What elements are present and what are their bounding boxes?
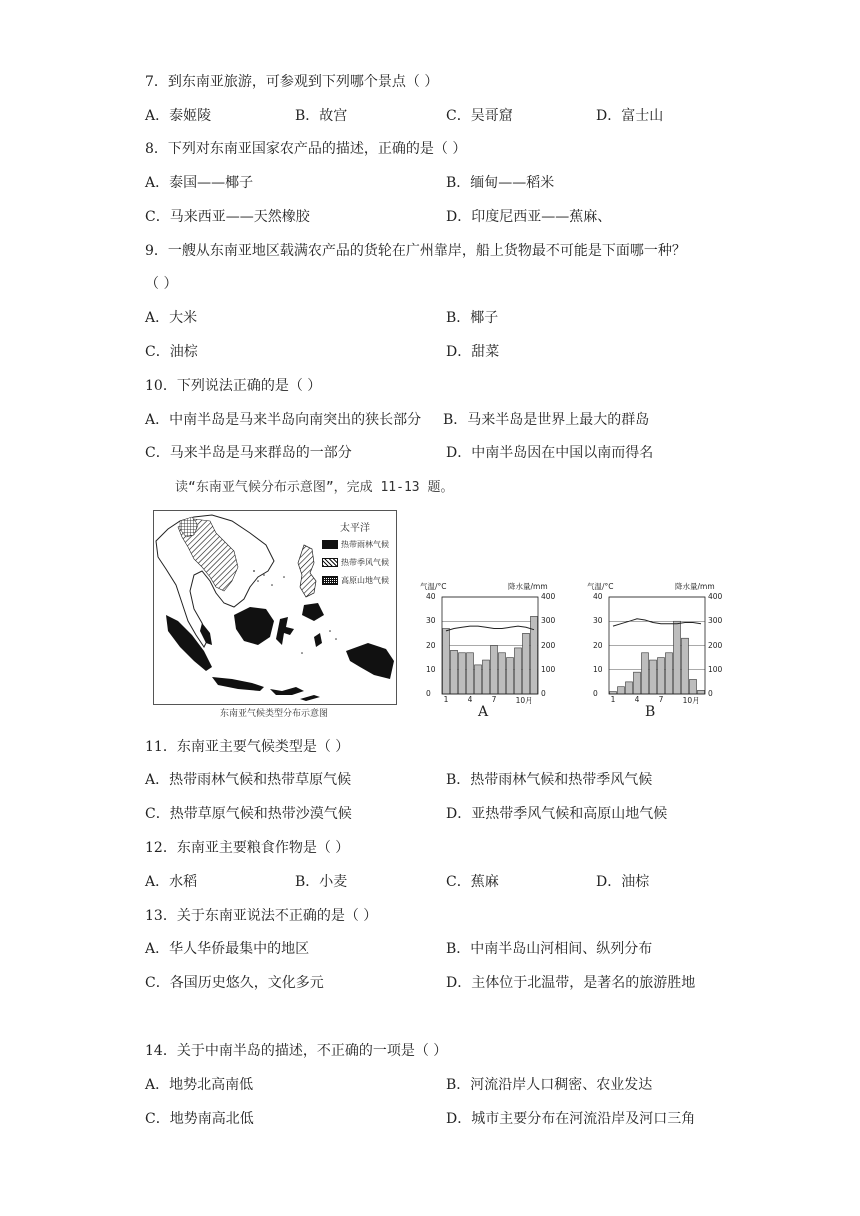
q11-option-b[interactable]: B．热带雨林气候和热带季风气候 — [446, 772, 653, 788]
q9-option-a[interactable]: A．大米 — [145, 310, 198, 326]
q13-option-a[interactable]: A．华人华侨最集中的地区 — [145, 941, 310, 957]
precip-tick-label: 0 — [541, 689, 546, 698]
q14-option-d[interactable]: D．城市主要分布在河流沿岸及河口三角 — [446, 1111, 696, 1127]
question-8-stem: 8．下列对东南亚国家农产品的描述，正确的是（ ） — [145, 141, 467, 157]
rainforest-swatch — [322, 540, 338, 549]
lesser-sunda — [270, 687, 304, 695]
sulawesi — [276, 617, 294, 645]
precip-tick-label: 100 — [541, 664, 556, 674]
precip-bar — [491, 646, 498, 695]
southeast-asia-climate-map — [153, 510, 397, 705]
question-14-stem: 14．关于中南半岛的描述，不正确的一项是（ ） — [145, 1043, 448, 1059]
map-ocean-label: 太平洋 — [340, 523, 370, 534]
month-tick-label: 7 — [491, 695, 497, 704]
q11-option-c[interactable]: C．热带草原气候和热带沙漠气候 — [145, 806, 352, 822]
q10-option-c[interactable]: C．马来半岛是马来群岛的一部分 — [145, 445, 352, 461]
climate-chart-b — [587, 579, 727, 725]
question-9-stem: 9．一艘从东南亚地区载满农产品的货轮在广州靠岸，船上货物最不可能是下面哪一种？ — [145, 243, 686, 259]
q14-option-c[interactable]: C．地势南高北低 — [145, 1111, 254, 1127]
q8-option-c[interactable]: C．马来西亚——天然橡胶 — [145, 209, 310, 225]
temp-tick-label: 30 — [593, 616, 603, 626]
temp-tick-label: 10 — [426, 664, 436, 674]
month-tick-label: 1 — [610, 695, 616, 704]
left-axis-label: 气温/°C — [420, 582, 447, 591]
q12-option-b[interactable]: B．小麦 — [295, 874, 348, 890]
chart-name: A — [478, 704, 489, 720]
temp-tick-label: 30 — [426, 616, 436, 626]
climate-figure — [150, 507, 723, 725]
monsoon-swatch — [322, 558, 338, 567]
new-guinea — [346, 643, 394, 679]
month-tick-label: 10月 — [682, 696, 700, 705]
temperature-line — [613, 619, 701, 626]
q14-option-b[interactable]: B．河流沿岸人口稠密、农业发达 — [446, 1077, 653, 1093]
temperature-line — [446, 626, 534, 631]
question-7-stem: 7．到东南亚旅游，可参观到下列哪个景点（ ） — [145, 74, 439, 90]
precip-bar — [690, 679, 697, 694]
q7-option-b[interactable]: B．故宫 — [295, 108, 348, 124]
q9-option-d[interactable]: D．甜菜 — [446, 344, 500, 360]
q8-option-a[interactable]: A．泰国——椰子 — [145, 175, 254, 191]
chart-svg — [420, 579, 560, 725]
q7-option-d[interactable]: D．富士山 — [596, 108, 664, 124]
figure-intro-text: 读“东南亚气候分布示意图”，完成 11-13 题。 — [175, 480, 454, 495]
question-12-stem: 12．东南亚主要粮食作物是（ ） — [145, 840, 350, 856]
precip-bar — [523, 633, 530, 694]
right-axis-label: 降水量/mm — [675, 582, 715, 591]
precip-bar — [451, 650, 458, 694]
question-11-stem: 11．东南亚主要气候类型是（ ） — [145, 739, 350, 755]
temp-tick-label: 40 — [426, 592, 436, 601]
philippines — [298, 545, 316, 597]
precip-bar — [507, 658, 514, 694]
precip-bar — [634, 672, 641, 694]
q9-option-b[interactable]: B．椰子 — [446, 310, 499, 326]
left-axis-label: 气温/°C — [587, 582, 614, 591]
precip-tick-label: 200 — [541, 640, 556, 650]
precip-tick-label: 400 — [708, 592, 723, 601]
precip-tick-label: 100 — [708, 664, 723, 674]
q7-option-c[interactable]: C．吴哥窟 — [446, 108, 513, 124]
precip-bar — [467, 653, 474, 694]
q9-option-c[interactable]: C．油棕 — [145, 344, 198, 360]
q13-option-d[interactable]: D．主体位于北温带，是著名的旅游胜地 — [446, 975, 696, 991]
precip-bar — [642, 653, 649, 694]
question-13-stem: 13．关于东南亚说法不正确的是（ ） — [145, 908, 378, 924]
temp-tick-label: 20 — [593, 640, 603, 650]
question-9-stem-cont: （ ） — [145, 276, 178, 292]
temp-tick-label: 10 — [593, 664, 603, 674]
precip-bar — [698, 690, 705, 694]
precip-bar — [658, 658, 665, 694]
precip-tick-label: 400 — [541, 592, 556, 601]
q11-option-a[interactable]: A．热带雨林气候和热带草原气候 — [145, 772, 352, 788]
precip-bar — [475, 665, 482, 694]
q8-option-d[interactable]: D．印度尼西亚——蕉麻、 — [446, 209, 612, 225]
chart-svg — [587, 579, 727, 725]
precip-bar — [674, 621, 681, 694]
q7-option-a[interactable]: A．泰姬陵 — [145, 108, 212, 124]
q10-option-a[interactable]: A．中南半岛是马来半岛向南突出的狭长部分 — [145, 412, 422, 428]
map-caption: 东南亚气候类型分布示意图 — [219, 709, 328, 719]
precip-bar — [443, 629, 450, 694]
question-10-stem: 10．下列说法正确的是（ ） — [145, 378, 322, 394]
q12-option-a[interactable]: A．水稻 — [145, 874, 198, 890]
chart-name: B — [645, 704, 656, 720]
legend-highland: 高原山地气候 — [322, 575, 389, 586]
q12-option-c[interactable]: C．蕉麻 — [446, 874, 499, 890]
month-tick-label: 4 — [634, 695, 640, 704]
precip-tick-label: 200 — [708, 640, 723, 650]
q13-option-b[interactable]: B．中南半岛山河相间、纵列分布 — [446, 941, 653, 957]
q14-option-a[interactable]: A．地势北高南低 — [145, 1077, 254, 1093]
maluku — [314, 633, 322, 647]
precip-tick-label: 300 — [708, 616, 723, 626]
precip-tick-label: 300 — [541, 616, 556, 626]
temp-tick-label: 0 — [426, 689, 431, 698]
temp-tick-label: 40 — [593, 592, 603, 601]
month-tick-label: 4 — [467, 695, 473, 704]
legend-monsoon: 热带季风气候 — [322, 557, 389, 568]
precip-bar — [499, 653, 506, 694]
precip-bar — [666, 653, 673, 694]
precip-bar — [626, 682, 633, 694]
borneo — [234, 607, 274, 645]
month-tick-label: 1 — [443, 695, 449, 704]
precip-bar — [618, 687, 625, 694]
legend-rainforest: 热带雨林气候 — [322, 539, 389, 550]
mindanao — [302, 603, 324, 621]
precip-tick-label: 0 — [708, 689, 713, 698]
climate-chart-a — [420, 579, 560, 725]
precip-bar — [682, 638, 689, 694]
month-tick-label: 7 — [658, 695, 664, 704]
right-axis-label: 降水量/mm — [508, 582, 548, 591]
precip-bar — [459, 653, 466, 694]
q8-option-b[interactable]: B．缅甸——稻米 — [446, 175, 555, 191]
q10-option-b[interactable]: B．马来半岛是世界上最大的群岛 — [443, 412, 650, 428]
temp-tick-label: 20 — [426, 640, 436, 650]
q10-option-d[interactable]: D．中南半岛因在中国以南而得名 — [446, 445, 654, 461]
highland-swatch — [322, 576, 338, 585]
precip-bar — [515, 648, 522, 694]
q13-option-c[interactable]: C．各国历史悠久，文化多元 — [145, 975, 324, 991]
precip-bar — [650, 660, 657, 694]
temp-tick-label: 0 — [593, 689, 598, 698]
month-tick-label: 10月 — [515, 696, 533, 705]
java — [212, 677, 264, 691]
q11-option-d[interactable]: D．亚热带季风气候和高原山地气候 — [446, 806, 668, 822]
timor — [300, 695, 320, 701]
precip-bar — [531, 616, 538, 694]
precip-bar — [483, 660, 490, 694]
q12-option-d[interactable]: D．油棕 — [596, 874, 650, 890]
